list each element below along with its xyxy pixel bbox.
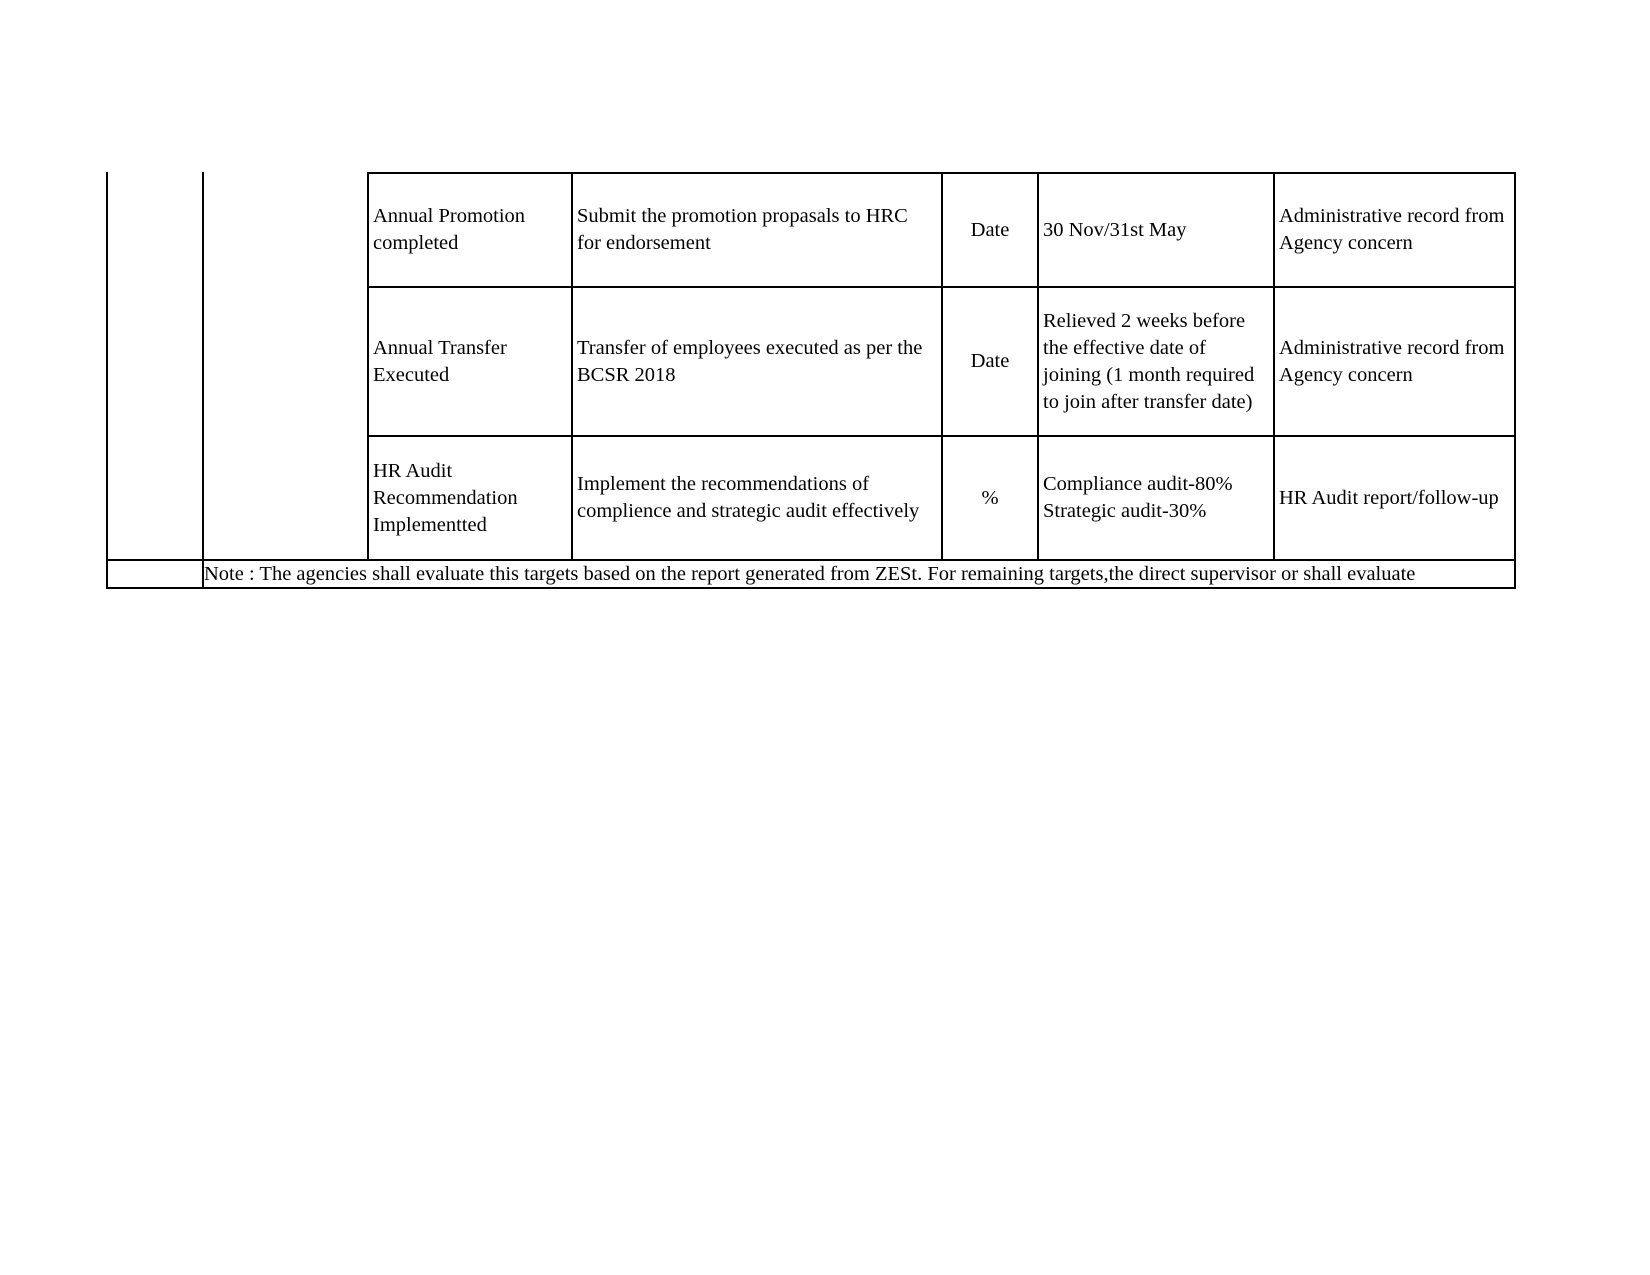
table-cell-indicator: Annual Transfer Executed bbox=[373, 336, 507, 386]
table-cell-unit: Date bbox=[970, 218, 1010, 241]
table-border-right bbox=[1514, 172, 1516, 589]
table-cell-indicator: Annual Promotion completed bbox=[373, 205, 526, 254]
table-cell-target: Relieved 2 weeks before the effective date of joining (1 month required to join after transfer date) bbox=[1043, 309, 1255, 413]
table-cell-target: Compliance audit-80% Strategic audit-30% bbox=[1043, 473, 1233, 522]
table-cell-source: Administrative record from Agency concern bbox=[1279, 336, 1505, 386]
table-cell-indicator: HR Audit Recommendation Implementted bbox=[373, 459, 518, 536]
table-cell-target: 30 Nov/31st May bbox=[1043, 218, 1187, 241]
table-cell-unit: Date bbox=[970, 350, 1010, 372]
table-cell-source: HR Audit report/follow-up bbox=[1279, 486, 1499, 509]
table-cell-description: Submit the promotion propasals to HRC for endorsement bbox=[577, 205, 908, 254]
table-cell-description: Transfer of employees executed as per the BCSR 2018 bbox=[577, 336, 923, 386]
table-cell-description: Implement the recommendations of complience and strategic audit effectively bbox=[577, 473, 920, 522]
table-border-left bbox=[106, 172, 108, 589]
column-divider bbox=[202, 172, 204, 589]
table-cell-source: Administrative record from Agency concern bbox=[1279, 205, 1505, 254]
table-border-bottom bbox=[106, 587, 1516, 589]
table-note: Note : The agencies shall evaluate this targets based on the report generated from ZESt. For remaining targets,the direct supervisor or shall evaluate bbox=[204, 563, 1416, 585]
table-cell-unit: % bbox=[981, 486, 999, 509]
